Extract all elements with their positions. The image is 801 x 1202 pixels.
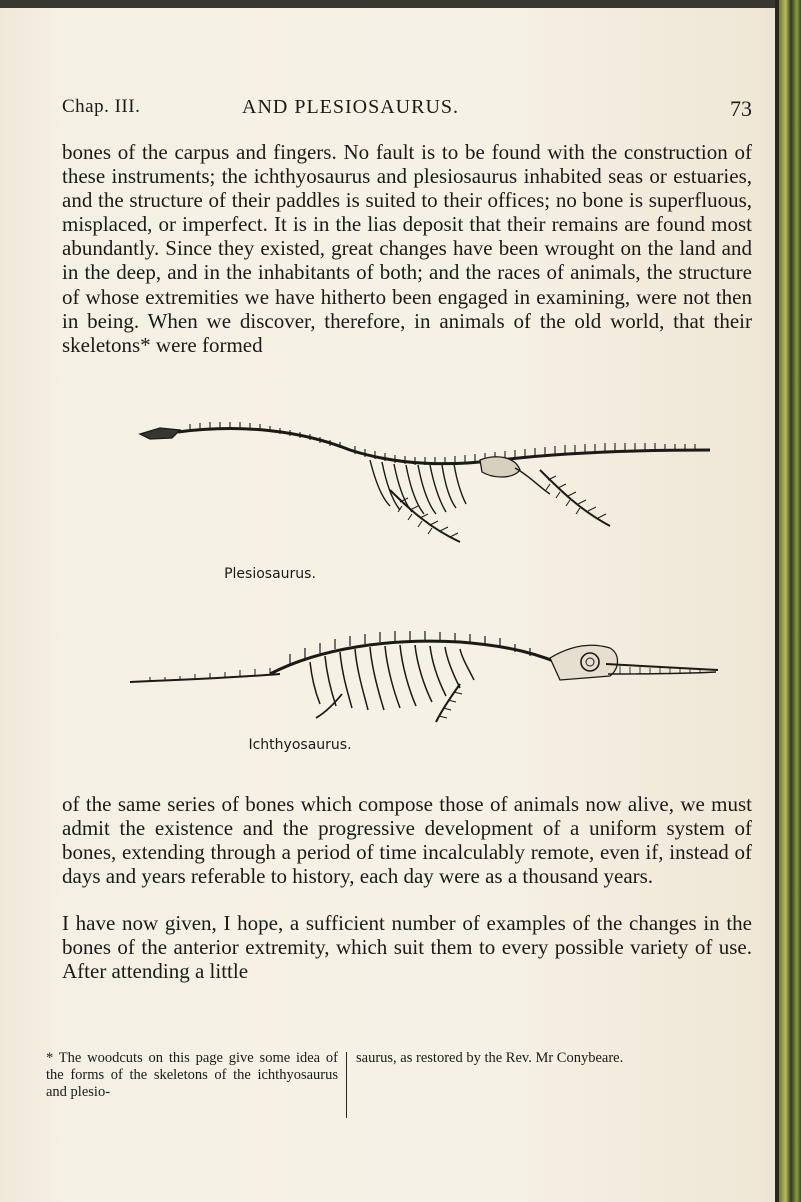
body-paragraph-2: of the same series of bones which compose those of animals now alive, we must admit the existence and the progressive development of a uniform system of bones, extending through a period of time incalculably remote, even if, instead of days and years referable to history, each day were as a thousand years. <box>62 792 752 889</box>
running-title: AND PLESIOSAURUS. <box>242 96 460 118</box>
page-number: 73 <box>730 96 752 121</box>
body-paragraph-1: bones of the carpus and fingers. No fault is to be found with the construction of these instruments; the ichthyosaurus and plesiosaurus inhabited seas or estuaries, and the structure of their paddles is suited to their offices; no bone is superfluous, misplaced, or imperfect. It is in the lias deposit that their remains are found most abundantly. Since they existed, great changes have been wrought on the land and in the deep, and in the inhabitants of both; and the races of animals, the structure of whose extremities we have hitherto been engaged in examining, were not then in being. When we discover, therefore, in animals of the old world, that their skeletons* were formed <box>62 140 752 357</box>
figure-1-caption: Plesiosaurus. <box>224 566 316 582</box>
top-edge <box>0 0 801 8</box>
figure-2-caption: Ichthyosaurus. <box>248 737 352 753</box>
book-cover-edge <box>779 0 801 1202</box>
footnote-column-divider <box>346 1052 347 1118</box>
ichthyosaurus-skeleton-illustration <box>120 628 730 728</box>
plesiosaurus-skeleton-illustration <box>120 410 730 560</box>
footnote-left-column: * The woodcuts on this page give some idea of the forms of the skeletons of the ichthyosaurus and plesio- <box>46 1050 338 1100</box>
running-header <box>62 96 752 124</box>
footnote <box>46 1050 752 1120</box>
footnote-right-column: saurus, as restored by the Rev. Mr Conybeare. <box>356 1050 624 1066</box>
chapter-label: Chap. III. <box>62 96 141 117</box>
body-paragraph-3: I have now given, I hope, a sufficient number of examples of the changes in the bones of the anterior extremity, which suit them to every possible variety of use. After attending a little <box>62 911 752 984</box>
